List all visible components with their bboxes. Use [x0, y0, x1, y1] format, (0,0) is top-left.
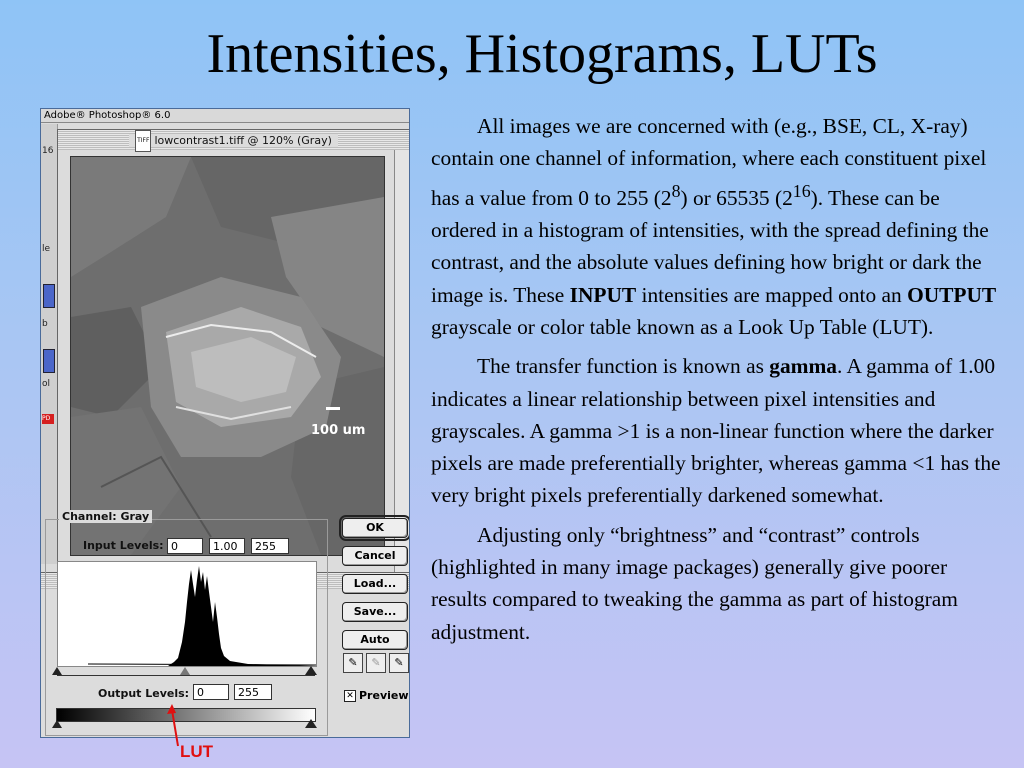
- slide-title: Intensities, Histograms, LUTs: [206, 23, 878, 85]
- body-text: [431, 110, 1005, 650]
- input-black-field[interactable]: 0: [167, 538, 203, 554]
- black-eyedropper-icon[interactable]: ✎: [343, 653, 363, 673]
- input-slider-track: [57, 675, 315, 676]
- background-window-strip: [41, 124, 58, 564]
- input-gamma-field[interactable]: 1.00: [209, 538, 245, 554]
- output-levels-label: Output Levels:: [98, 687, 190, 700]
- input-levels-label: Input Levels:: [83, 539, 164, 552]
- strip-tab: [43, 284, 55, 308]
- gray-eyedropper-icon[interactable]: ✎: [366, 653, 386, 673]
- auto-button[interactable]: Auto: [342, 630, 408, 650]
- input-gamma-slider[interactable]: [180, 667, 190, 675]
- micrograph-image: [70, 156, 385, 556]
- photoshop-screenshot: [40, 108, 410, 738]
- strip-fragment: b: [42, 319, 48, 329]
- output-black-field[interactable]: 0: [193, 684, 229, 700]
- tiff-file-icon: TIFF: [135, 130, 151, 152]
- strip-fragment: 16: [42, 146, 54, 156]
- input-white-slider[interactable]: [305, 666, 317, 675]
- cancel-button[interactable]: Cancel: [342, 546, 408, 566]
- strip-fragment: le: [42, 244, 51, 254]
- output-white-field[interactable]: 255: [234, 684, 272, 700]
- strip-tab: [43, 349, 55, 373]
- strip-red-badge: PD: [42, 414, 54, 424]
- save-button[interactable]: Save...: [342, 602, 408, 622]
- channel-label: Channel: Gray: [59, 510, 152, 523]
- output-black-slider[interactable]: [52, 720, 62, 728]
- histogram: [57, 561, 317, 667]
- check-icon: ✕: [344, 690, 356, 702]
- paragraph-3: Adjusting only “brightness” and “contrast” controls (highlighted in many image packages) generally give poorer results compared to tweaking the gamma as part of histogram adjustment.: [431, 522, 958, 644]
- input-white-field[interactable]: 255: [251, 538, 289, 554]
- image-window-title-bar[interactable]: [58, 130, 409, 150]
- white-eyedropper-icon[interactable]: ✎: [389, 653, 409, 673]
- ok-button[interactable]: OK: [342, 518, 408, 538]
- preview-checkbox[interactable]: [344, 689, 409, 702]
- photoshop-title-bar: Adobe® Photoshop® 6.0: [41, 109, 409, 123]
- channel-select[interactable]: Gray: [120, 510, 150, 523]
- strip-fragment: ol: [42, 379, 51, 389]
- image-window-title: lowcontrast1.tiff @ 120% (Gray): [154, 134, 332, 147]
- input-black-slider[interactable]: [52, 667, 62, 675]
- paragraph-1: All images we are concerned with (e.g., BSE, CL, X-ray) contain one channel of information, where each constituent pixel has a value from 0 to 255 $(2^8)$ or 65535 $(2^{16})$. These can be ordered in a histogram of intensities, with the spread defining the contrast, and the absolute values defining how bright or dark the image is. These INPUT intensities are mapped onto an OUTPUT grayscale or color table known as a Look Up Table (LUT).: [431, 114, 997, 339]
- load-button[interactable]: Load...: [342, 574, 408, 594]
- paragraph-2: The transfer function is known as gamma. A gamma of 1.00 indicates a linear relationship between pixel intensities and grayscales. A gamma >1 is a non-linear function where the darker pixels are made preferentially brighter, whereas gamma <1 has the very bright pixels preferentially darkened somewhat.: [431, 354, 1001, 508]
- image-window: [57, 129, 410, 573]
- output-white-slider[interactable]: [305, 719, 317, 728]
- scale-bar-label: 100 um: [311, 423, 366, 438]
- lut-label: LUT: [180, 742, 214, 761]
- histogram-svg: [58, 562, 316, 666]
- preview-label: Preview: [359, 689, 409, 702]
- micrograph-svg: [71, 157, 384, 555]
- image-window-scrollbar[interactable]: [394, 150, 409, 572]
